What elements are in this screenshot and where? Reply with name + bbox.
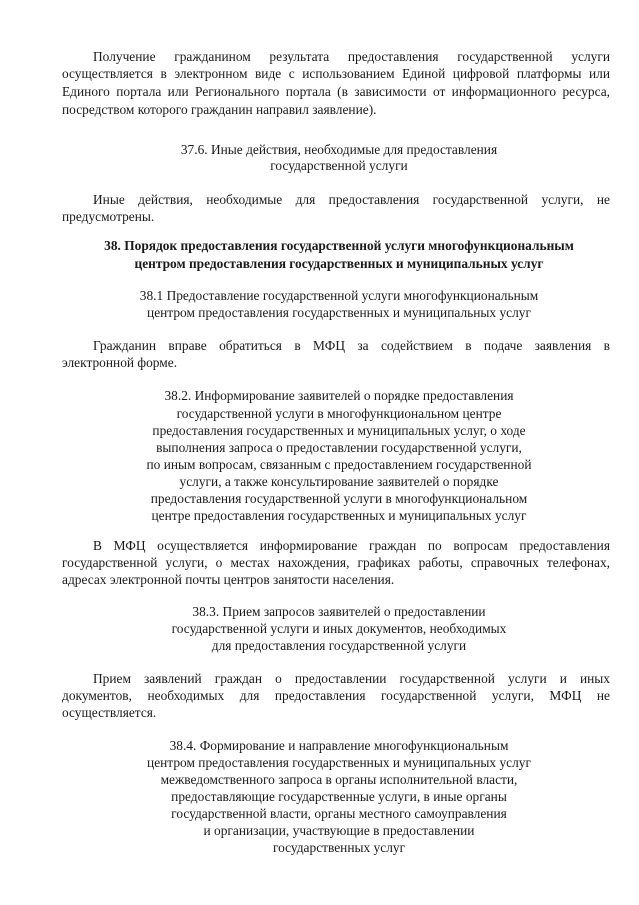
para-1-line-1: Получение гражданином результата предоставления государственной услуги [93,49,610,64]
para-2-line-1: Иные действия, необходимые для предоставления государственной услуги, не [93,192,610,207]
heading-37-6-line-1: 37.6. Иные действия, необходимые для предоставления [180,142,498,157]
heading-38-4-line-2: центром предоставления государственных и муниципальных услуг [147,755,531,770]
heading-38-4-line-3: межведомственного запроса в органы исполнительной власти, [160,772,518,787]
para-4-line-2: государственной услуги, о местах нахождения, графиках работы, справочных телефонах, [62,555,610,570]
heading-38-2-line-3: предоставления государственных и муниципальных услуг, о ходе [152,423,526,438]
para-4-line-3: адресах электронной почты центров занятости населения. [62,572,395,587]
para-5-line-1: Прием заявлений граждан о предоставлении государственной услуги и иных [93,671,610,686]
heading-38-line-2: центром предоставления государственных и муниципальных услуг [134,256,544,271]
heading-38-3-line-2: государственной услуги и иных документов, необходимых [171,621,507,636]
heading-38-2-line-8: центре предоставления государственных и муниципальных услуг [151,508,527,523]
heading-38-2-line-4: выполнения запроса о предоставлении государственной услуги, [156,440,522,455]
heading-38-line-1: 38. Порядок предоставления государственной услуги многофункциональным [104,238,574,253]
para-3-line-1: Гражданин вправе обратиться в МФЦ за содействием в подаче заявления в [93,338,610,353]
heading-38-4-line-6: и организации, участвующие в предоставлении [203,823,475,838]
para-5-line-3: осуществляется. [62,705,157,720]
heading-38-2-line-7: предоставления государственной услуги в многофункциональном [150,491,528,506]
para-4-line-1: В МФЦ осуществляется информирование граждан по вопросам предоставления [93,538,610,553]
heading-37-6-line-2: государственной услуги [270,158,408,173]
heading-38-4-line-4: предоставляющие государственные услуги, в иные органы [171,789,507,804]
para-1-line-4: посредством которого гражданин направил заявление). [62,102,377,117]
heading-38-2-line-5: по иным вопросам, связанным с предоставлением государственной [146,457,532,472]
heading-38-3-line-3: для предоставления государственной услуги [211,638,467,653]
heading-38-4-line-5: государственной власти, органы местного самоуправления [171,806,507,821]
para-1-line-2: осуществляется в электронном виде с использованием Единой цифровой платформы или [62,66,610,81]
para-1-line-3: Единого портала или Регионального портала (в зависимости от информационного ресурса, [62,84,610,99]
heading-38-2-line-1: 38.2. Информирование заявителей о порядке предоставления [164,388,514,403]
heading-38-1-line-1: 38.1 Предоставление государственной услуги многофункциональным [139,288,539,303]
para-5-line-2: документов, необходимых для предоставления государственной услуги, МФЦ не [62,688,610,703]
heading-38-4-line-7: государственных услуг [272,840,406,855]
heading-38-4-line-1: 38.4. Формирование и направление многофункциональным [169,738,509,753]
para-3-line-2: электронной форме. [62,355,178,370]
heading-38-1-line-2: центром предоставления государственных и муниципальных услуг [147,305,531,320]
para-2-line-2: предусмотрены. [62,209,155,224]
heading-38-3-line-1: 38.3. Прием запросов заявителей о предоставлении [192,604,486,619]
heading-38-2-line-6: услуги, а также консультирование заявителей о порядке [179,474,499,489]
heading-38-2-line-2: государственной услуги в многофункциональном центре [176,406,502,421]
